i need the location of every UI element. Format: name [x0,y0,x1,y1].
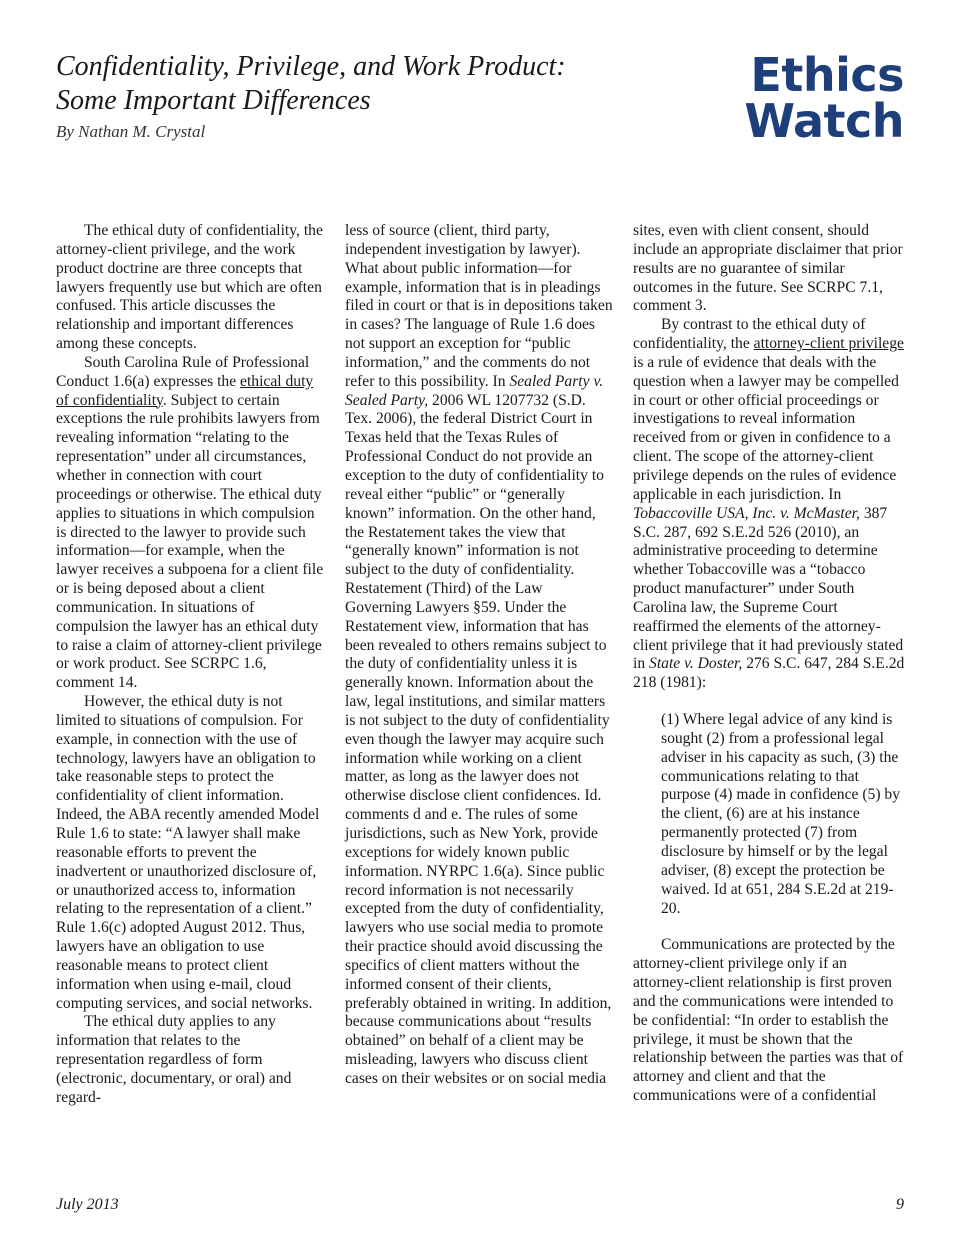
text: . Subject to certain exceptions the rule prohibits lawyers from revealing information “relating to the representation” under all circumstances, whether in connection with court proceedings or otherwise. The ethical duty applies to situations in which compulsion is directed to the lawyer to provide such information—for example, when the lawyer receives a subpoena for a client file or is being deposed about a client communication. In situations of compulsion the lawyer has an ethical duty to raise a claim of attorney-client privilege or work product. See SCRPC 1.6, comment 14. [56,391,324,692]
paragraph [345,222,613,1089]
text: 2006 WL 1207732 (S.D. Tex. 2006), the federal District Court in Texas held that the Texas Rules of Professional Conduct do not provide an exception to the duty of confidentiality to reveal either “public” or “generally known” information. On the other hand, the Restatement takes the view that “generally known” information is not subject to the duty of confidentiality. Restatement (Third) of the Law Governing Lawyers §59. Under the Restatement view, information that has been revealed to others remains subject to the duty of confidentiality unless it is generally known. Information about the law, legal institutions, and similar matters is not subject to the duty of confidentiality even though the lawyer may acquire such information while working on a client matter, as long as the lawyer does not otherwise disclose client confidences. Id. comments d and e. The rules of some jurisdictions, such as New York, provide exceptions for widely known public information. NYRPC 1.6(a). Since public record information is not necessarily excepted from the duty of confidentiality, lawyers who use social media to promote their practice should avoid discussing the specifics of client matters without the informed consent of their clients, preferably obtained in writing. In addition, because communications about “results obtained” on behalf of a client may be misleading, lawyers who discuss client cases on their websites or on social media [345,391,612,1087]
logo-line-1: Ethics [750,48,904,102]
paragraph: The ethical duty applies to any information that relates to the representation regardless of form (electronic, documentary, or oral) and regard- [56,1013,292,1106]
text: South Carolina Rule of Professional Conduct 1.6(a) expresses the [56,353,310,390]
logo-line-2: Watch [744,94,904,148]
case-citation: Tobaccoville USA, Inc. v. McMaster, [633,504,860,522]
title-line-2: Some Important Differences [56,85,371,116]
paragraph [633,316,905,693]
text: By contrast to the ethical duty of confidentiality, the [633,316,866,353]
text: 276 S.C. 647, 284 S.E.2d 218 (1981): [633,655,905,692]
paragraph: sites, even with client consent, should include an appropriate disclaimer that prior results are no guarantee of similar outcomes in the future. See SCRPC 7.1, comment 3. [633,222,903,315]
byline: By Nathan M. Crystal [56,122,206,141]
column-1 [56,222,324,1108]
paragraph: However, the ethical duty is not limited to situations of compulsion. For example, in connection with the use of technology, lawyers have an obligation to take reasonable steps to protect the confidentiality of client information. Indeed, the ABA recently amended Model Rule 1.6 to state: “A lawyer shall make reasonable efforts to prevent the inadvertent or unauthorized disclosure of, or unauthorized access to, information relating to the representation of a client.” Rule 1.6(c) adopted August 2012. Thus, lawyers have an obligation to use reasonable means to protect client information when using e-mail, cloud computing services, and social networks. [56,693,320,1012]
article-header [56,50,656,142]
title-line-1: Confidentiality, Privilege, and Work Product: [56,51,566,82]
column-3 [633,222,905,1106]
ethics-watch-logo [744,48,904,148]
block-quote: (1) Where legal advice of any kind is sought (2) from a professional legal adviser in his capacity as such, (3) the communications relating to that purpose (4) made in confidence (5) by the client, (6) are at his instance permanently protected (7) from disclosure by himself or by the legal adviser, (8) except the protection be waived. Id at 651, 284 S.E.2d at 219-20. [661,711,901,917]
underlined-term: attorney-client privilege [753,335,904,353]
paragraph: The ethical duty of confidentiality, the attorney-client privilege, and the work product doctrine are three concepts that lawyers frequently use but which are often confused. This article discusses the relationship and important differences among these concepts. [56,222,323,353]
column-2 [345,222,613,1089]
article-title [56,50,656,118]
text: 387 S.C. 287, 692 S.E.2d 526 (2010), an administrative proceeding to determine whether Tobaccoville was a “tobacco product manufacturer” under South Carolina law, the Supreme Court reaffirmed the elements of the attorney-client privilege that it had previously stated in [633,504,904,673]
case-citation: Sealed Party v. Sealed Party, [345,372,604,409]
text: is a rule of evidence that deals with the question when a lawyer may be compelled in court or other official proceedings or investigations to reveal information received from or given in confidence to a client. The scope of the attorney-client privilege depends on the rules of evidence applicable in each jurisdiction. In [633,353,899,503]
underlined-term: ethical duty of confidentiality [56,372,314,409]
case-citation: State v. Doster, [649,655,743,673]
paragraph: Communications are protected by the attorney-client privilege only if an attorney-client relationship is first proven and the communications were intended to be confidential: “In order to establish the privilege, it must be shown that the relationship between the parties was that of attorney and client and that the communications were of a confidential [633,936,904,1105]
page-number: 9 [896,1196,904,1213]
footer-date: July 2013 [56,1196,119,1213]
text: less of source (client, third party, independent investigation by lawyer). What about public information—for example, information that is in pleadings filed in court or that is in depositions taken in cases? The language of Rule 1.6 does not support an exception for “public information,” and the comments do not refer to this possibility. In [345,222,613,390]
paragraph [56,354,324,693]
